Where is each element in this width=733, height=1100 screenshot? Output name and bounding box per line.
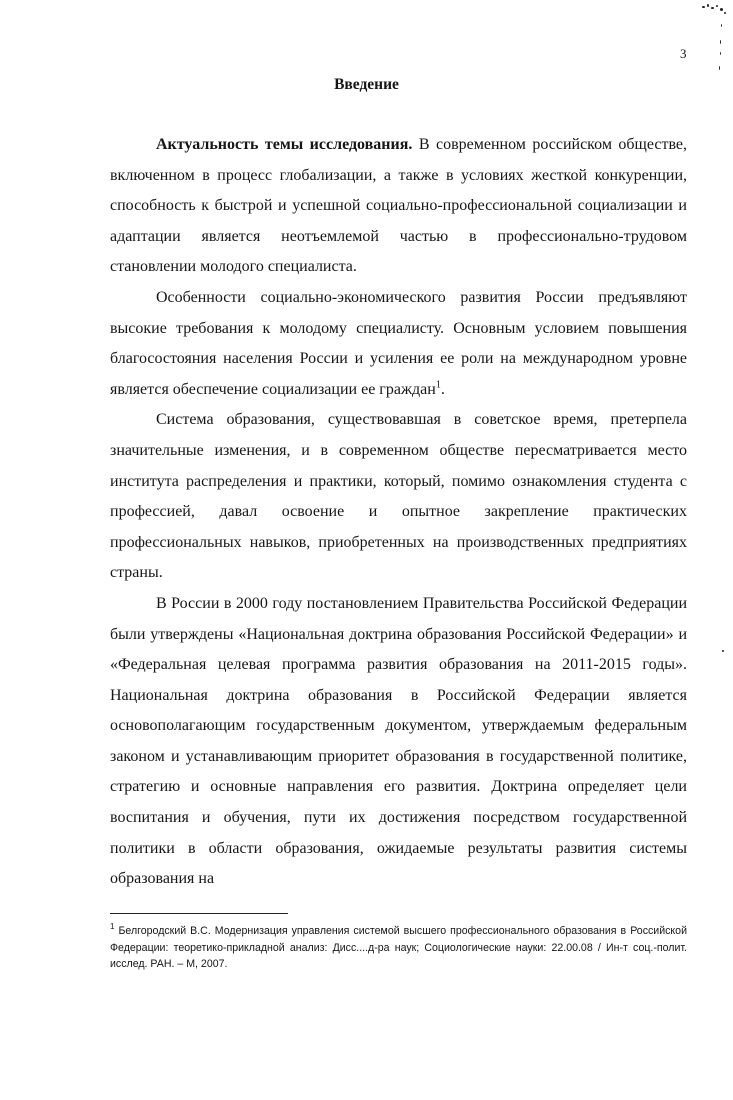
footnote-separator xyxy=(110,913,288,914)
paragraph-4: В России в 2000 году постановлением Правительства Российской Федерации были утверждены «Национальная доктрина образования Российской Федерации» и «Федеральная целевая программа развития образования на 2011-2015 годы». Национальная доктрина образования в Российской Федерации является основополагающим государственным документом, утверждаемым федеральным законом и устанавливающим приоритет образования в государственной политике, стратегию и основные направления его развития. Доктрина определяет цели воспитания и обучения, пути их достижения посредством государственной политики в области образования, ожидаемые результаты развития системы образования на xyxy=(110,594,687,888)
section-title: Введение xyxy=(334,76,399,93)
page-number: 3 xyxy=(680,46,687,61)
scan-speck xyxy=(722,650,724,652)
paragraph-2-text: Особенности социально-экономического развития России предъявляют высокие требования к молодому специалисту. Основным условием повышения благосостояния населения России и усиления ее роли на международном уровне является обеспечение социализации ее граждан xyxy=(110,288,687,398)
paragraph-2 xyxy=(110,283,687,405)
paragraph-lead: Актуальность темы исследования. xyxy=(156,136,413,153)
footnote-text: Белгородский В.С. Модернизация управления системой высшего профессионального образования в Российской Федерации: теоретико-прикладной анализ: Дисс....д-ра наук; Социологические науки: 22.00.08 / Ин-т соц.-полит. исслед. РАН. – М, 2007. xyxy=(110,925,687,970)
paragraph-2-end: . xyxy=(440,380,445,398)
footnote-reference[interactable]: 1 xyxy=(435,379,441,391)
footnote-number: 1 xyxy=(110,922,115,932)
paragraph-1-text: В современном российском обществе, включенном в процесс глобализации, а также в условиях жесткой конкуренции, способность к быстрой и успешной социально-профессиональной социализации и адаптации является неотъемлемой частью в профессионально-трудовом становлении молодого специалиста. xyxy=(110,136,688,276)
paragraph-1 xyxy=(110,130,687,283)
body-text xyxy=(110,130,687,895)
footnote xyxy=(110,923,687,973)
paragraph-3: Система образования, существовавшая в советское время, претерпела значительные изменения, и в современном обществе пересматривается место института распределения и практики, который, помимо ознакомления студента с профессией, давал освоение и опытное закрепление практических профессиональных навыков, приобретенных на производственных предприятиях страны. xyxy=(110,411,687,582)
